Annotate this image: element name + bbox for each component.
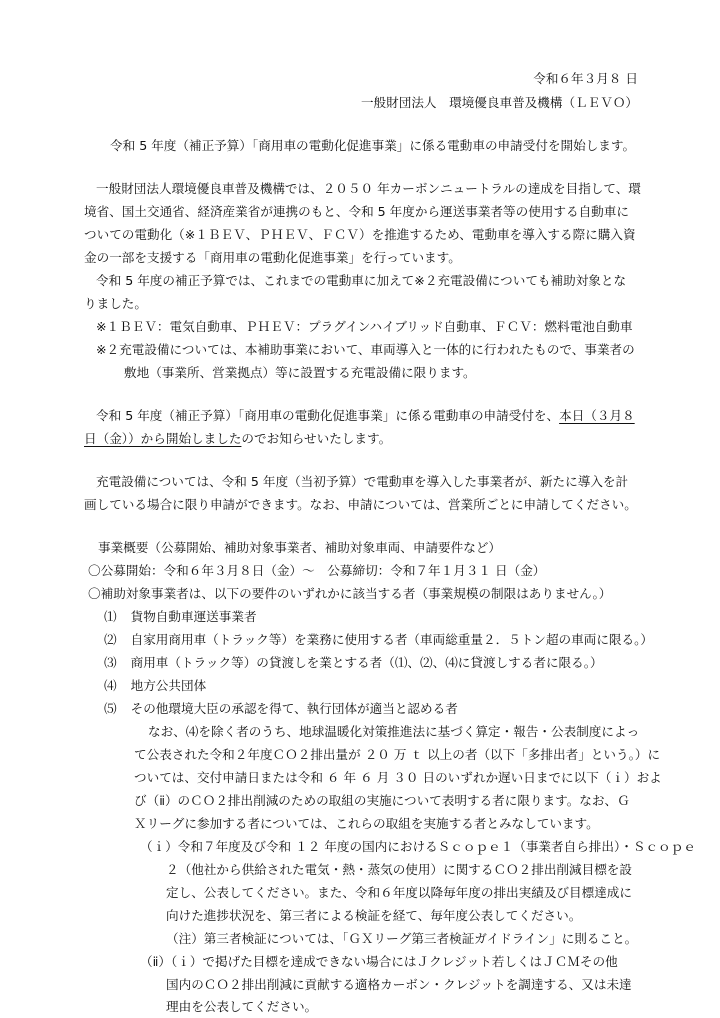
item-text: 地方公共団体 xyxy=(130,678,207,693)
item-number: ⑵ xyxy=(104,632,117,647)
item-number: ⑸ xyxy=(104,701,117,716)
footnote-vehicle-types: ※１ＢＥＶ：電気自動車、ＰＨＥＶ：プラグインハイブリッド自動車、ＦＣＶ：燃料電池自動車 xyxy=(96,319,633,334)
large-emitter-note: ついては、交付申請日または令和 ６ 年 ６ 月 ３０ 日のいずれか遅い日までに以下（ｉ）およ xyxy=(134,770,662,785)
intro-line: ついての電動化（※１ＢＥＶ、ＰＨＥＶ、ＦＣＶ）を推進するため、電動車を導入する際に購入資 xyxy=(84,227,636,242)
item-text: 商用車（トラック等）の貸渡しを業とする者（⑴、⑵、⑷に貸渡しする者に限る。） xyxy=(130,655,603,670)
eligible-item xyxy=(104,698,458,721)
requirement-ii: （ⅱ）（ｉ）で掲げた目標を達成できない場合にはＪクレジット若しくはＪＣＭその他 xyxy=(140,954,618,969)
item-number: ⑷ xyxy=(104,678,117,693)
overview-heading: 事業概要（公募開始、補助対象事業者、補助対象車両、申請要件など） xyxy=(98,540,501,555)
item-text: その他環境大臣の承認を得て、執行団体が適当と認める者 xyxy=(130,701,458,716)
intro-line: 一般財団法人環境優良車普及機構では、２０５０ 年カーボンニュートラルの達成を目指して、環 xyxy=(96,181,641,196)
application-period: 〇公募開始：令和６年３月８日（金）～ 公募締切：令和７年１月３１ 日（金） xyxy=(88,563,546,578)
requirement-ii: 理由を公表してください。 xyxy=(166,999,318,1014)
large-emitter-note: Ｘリーグに参加する者については、これらの取組を実施する者とみなしています。 xyxy=(134,816,599,831)
requirement-i: （ｉ）令和７年度及び令和 １２ 年度の国内におけるＳｃｏｐｅ１（事業者自ら排出）・Ｓｃｏｐｅ xyxy=(140,839,696,854)
intro-line: りました。 xyxy=(84,296,147,311)
issue-date: 令和６年３月８ 日 xyxy=(533,71,638,86)
announcement-line xyxy=(96,405,635,428)
item-number: ⑶ xyxy=(104,655,117,670)
requirement-i-note: （注）第三者検証については、「ＧＸリーグ第三者検証ガイドライン」に則ること。 xyxy=(166,931,638,946)
intro-line: 金の一部を支援する「商用車の電動化促進事業」を行っています。 xyxy=(84,250,461,265)
item-number: ⑴ xyxy=(104,609,117,624)
large-emitter-note: び（ⅱ）のＣＯ２排出削減のための取組の実施について表明する者に限ります。なお、Ｇ xyxy=(134,793,630,808)
requirement-i: 向けた進捗状況を、第三者による検証を経て、毎年度公表してください。 xyxy=(166,908,582,923)
item-text: 自家用商用車（トラック等）を業務に使用する者（車両総重量２．５トン超の車両に限る。） xyxy=(130,632,653,647)
eligible-item xyxy=(104,606,257,629)
footnote-charging: 敷地（事業所、営業拠点）等に設置する充電設備に限ります。 xyxy=(124,365,476,380)
eligible-item xyxy=(104,652,603,675)
charging-line: 画している場合に限り申請ができます。なお、申請については、営業所ごとに申請してください。 xyxy=(84,497,637,512)
item-text: 貨物自動車運送事業者 xyxy=(130,609,257,624)
requirement-ii: 国内のＣＯ２排出削減に貢献する適格カーボン・クレジットを調達する、又は未達 xyxy=(166,977,632,992)
charging-line: 充電設備については、令和 5 年度（当初予算）で電動車を導入した事業者が、新たに導入を計 xyxy=(96,474,629,489)
intro-line: 令和 5 年度の補正予算では、これまでの電動車に加えて※２充電設備についても補助対象とな xyxy=(96,273,627,288)
intro-line: 境省、国土交通省、経済産業省が連携のもと、令和 5 年度から運送事業者等の使用する自動車に xyxy=(84,204,629,219)
issuing-organization: 一般財団法人 環境優良車普及機構（ＬＥＶＯ） xyxy=(360,95,638,110)
page-title: 令和 5 年度（補正予算）「商用車の電動化促進事業」に係る電動車の申請受付を開始します。 xyxy=(110,138,636,153)
announcement-date: 日（金））から開始しました xyxy=(84,431,242,446)
requirement-i: 定し、公表してください。また、令和６年度以降毎年度の排出実績及び目標達成に xyxy=(166,885,632,900)
announcement-date: 本日（３月８ xyxy=(559,408,635,423)
eligible-heading: 〇補助対象事業者は、以下の要件のいずれかに該当する者（事業規模の制限はありません。） xyxy=(88,586,612,601)
announcement-line xyxy=(84,428,391,451)
large-emitter-note: て公表された令和２年度ＣＯ２排出量が ２０ 万 ｔ 以上の者（以下「多排出者」という。）に xyxy=(134,747,661,762)
eligible-item xyxy=(104,629,653,652)
eligible-item xyxy=(104,675,206,698)
footnote-charging: ※２充電設備については、本補助事業において、車両導入と一体的に行われたもので、事業者の xyxy=(96,342,635,357)
announcement-text: 令和 5 年度（補正予算）「商用車の電動化促進事業」に係る電動車の申請受付を、 xyxy=(96,408,560,423)
announcement-text: のでお知らせいたします。 xyxy=(241,431,392,446)
requirement-i: ２（他社から供給された電気・熱・蒸気の使用）に関するＣＯ２排出削減目標を設 xyxy=(166,862,632,877)
large-emitter-note: なお、⑷を除く者のうち、地球温暖化対策推進法に基づく算定・報告・公表制度によっ xyxy=(148,724,640,739)
